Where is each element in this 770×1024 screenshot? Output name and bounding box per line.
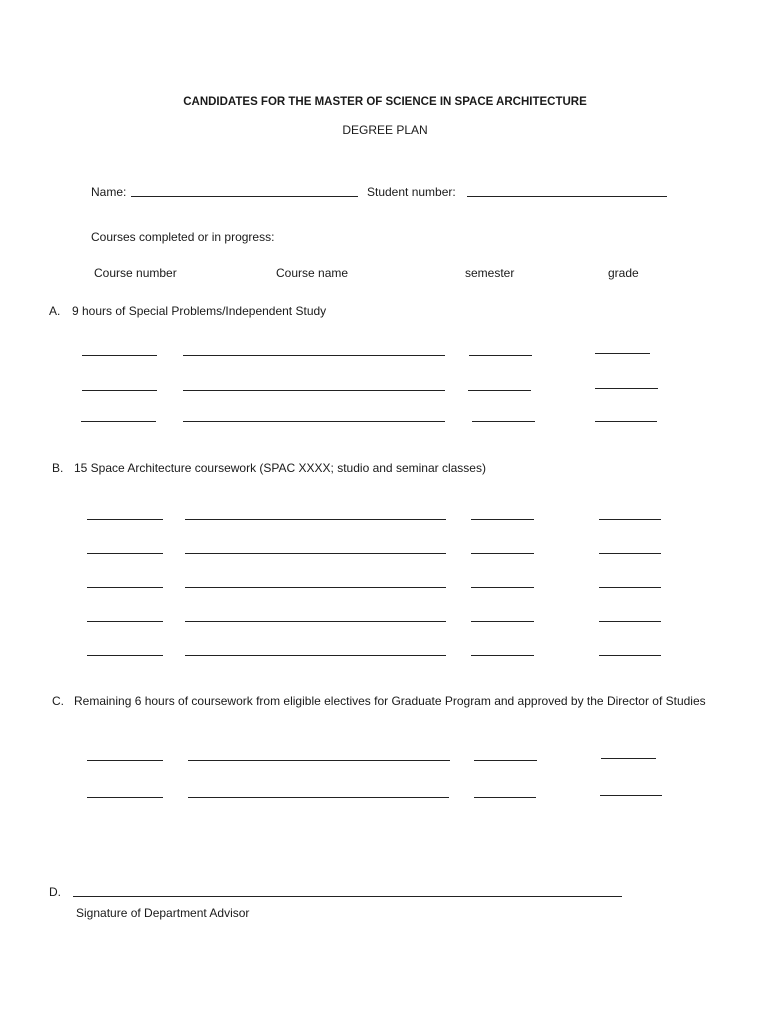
grade-field[interactable] [600, 795, 662, 796]
grade-field[interactable] [595, 353, 650, 354]
column-header-course-name: Course name [276, 266, 349, 280]
semester-field[interactable] [471, 587, 534, 588]
semester-field[interactable] [472, 421, 535, 422]
course-number-field[interactable] [81, 421, 156, 422]
semester-field[interactable] [468, 390, 531, 391]
course-number-field[interactable] [87, 621, 163, 622]
student-number-field[interactable] [467, 196, 667, 197]
grade-field[interactable] [599, 553, 661, 554]
semester-field[interactable] [471, 621, 534, 622]
section-a-heading: 9 hours of Special Problems/Independent Study [72, 304, 327, 318]
course-number-field[interactable] [87, 655, 163, 656]
name-field[interactable] [131, 196, 358, 197]
semester-field[interactable] [471, 553, 534, 554]
grade-field[interactable] [599, 519, 661, 520]
section-c-letter: C. [52, 694, 64, 708]
semester-field[interactable] [474, 760, 537, 761]
semester-field[interactable] [469, 355, 532, 356]
course-number-field[interactable] [87, 587, 163, 588]
section-c-heading: Remaining 6 hours of coursework from eligible electives for Graduate Program and approved by the Director of Studies [74, 694, 706, 708]
course-name-field[interactable] [185, 587, 446, 588]
grade-field[interactable] [595, 388, 658, 389]
course-number-field[interactable] [87, 797, 163, 798]
section-d-letter: D. [49, 885, 61, 899]
course-name-field[interactable] [183, 390, 445, 391]
section-a-letter: A. [49, 304, 61, 318]
column-header-course-number: Course number [94, 266, 177, 280]
course-name-field[interactable] [188, 797, 449, 798]
course-name-field[interactable] [185, 621, 446, 622]
signature-caption: Signature of Department Advisor [76, 906, 250, 920]
form-title: CANDIDATES FOR THE MASTER OF SCIENCE IN SPACE ARCHITECTURE [183, 96, 587, 108]
course-name-field[interactable] [188, 760, 450, 761]
section-b-heading: 15 Space Architecture coursework (SPAC XXXX; studio and seminar classes) [74, 461, 486, 475]
course-number-field[interactable] [82, 355, 157, 356]
advisor-signature-field[interactable] [73, 896, 622, 897]
course-name-field[interactable] [185, 553, 446, 554]
grade-field[interactable] [599, 621, 661, 622]
course-name-field[interactable] [183, 421, 445, 422]
course-name-field[interactable] [185, 655, 446, 656]
grade-field[interactable] [599, 655, 661, 656]
name-label: Name: [91, 185, 127, 199]
semester-field[interactable] [471, 519, 534, 520]
grade-field[interactable] [601, 758, 656, 759]
semester-field[interactable] [474, 797, 536, 798]
course-name-field[interactable] [183, 355, 445, 356]
column-header-grade: grade [608, 266, 639, 280]
courses-intro: Courses completed or in progress: [91, 230, 275, 244]
section-b-letter: B. [52, 461, 64, 475]
semester-field[interactable] [471, 655, 534, 656]
student-number-label: Student number: [367, 185, 456, 199]
column-header-semester: semester [465, 266, 515, 280]
course-number-field[interactable] [87, 553, 163, 554]
course-name-field[interactable] [185, 519, 446, 520]
form-subtitle: DEGREE PLAN [342, 123, 428, 137]
course-number-field[interactable] [87, 760, 163, 761]
course-number-field[interactable] [82, 390, 157, 391]
grade-field[interactable] [599, 587, 661, 588]
course-number-field[interactable] [87, 519, 163, 520]
grade-field[interactable] [595, 421, 657, 422]
